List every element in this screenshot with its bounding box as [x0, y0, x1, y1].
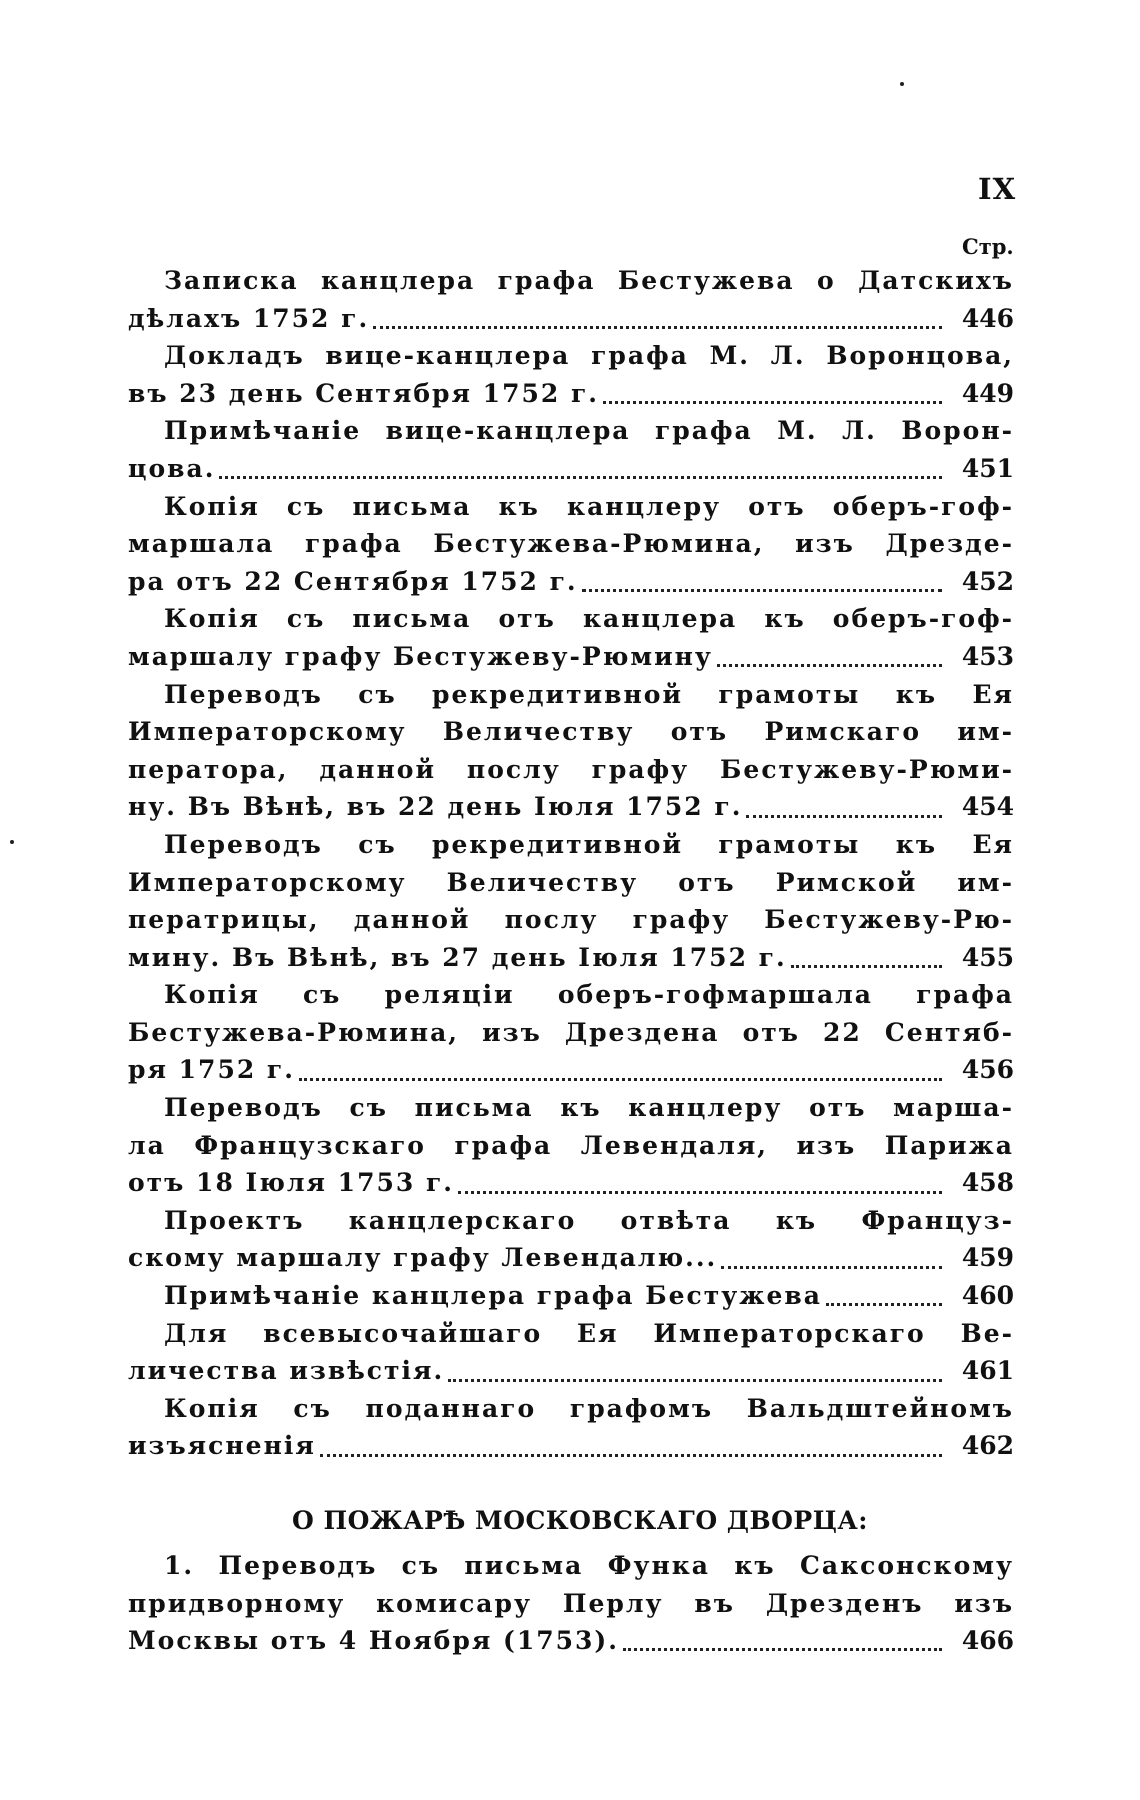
toc-entry [128, 600, 1014, 675]
toc-page-number: 461 [961, 1356, 1014, 1386]
toc-entry [128, 676, 1014, 826]
toc-entry [128, 1277, 1014, 1315]
dot-leader [373, 326, 942, 329]
toc-entry-line [128, 788, 1014, 826]
toc-entry-text: въ 23 день Сентября 1752 г. [128, 378, 599, 408]
toc-entry [128, 1390, 1014, 1465]
toc-entry-line: Переводъ съ письма къ канцлеру отъ марша- [164, 1093, 1014, 1123]
toc-entry-line [128, 1051, 1014, 1089]
toc-entry-line [128, 300, 1014, 338]
toc-entry-line: Переводъ съ рекредитивной грамоты къ Ея [164, 679, 1014, 709]
dot-leader [826, 1303, 942, 1306]
toc-entry-list [128, 262, 1014, 1465]
dot-leader [746, 815, 942, 818]
toc-entry-line [128, 450, 1014, 488]
toc-page-number: 452 [961, 566, 1014, 596]
toc-page-number: 449 [961, 378, 1014, 408]
toc-entry-line: придворному комисару Перлу въ Дрезденъ изъ [128, 1588, 1014, 1618]
toc-entry [128, 262, 1014, 337]
toc-entry [128, 488, 1014, 601]
toc-page-number: 453 [961, 641, 1014, 671]
table-of-contents [128, 262, 1014, 1660]
toc-entry-line [128, 1277, 1014, 1315]
dot-leader [458, 1191, 942, 1194]
toc-page-number: 462 [961, 1431, 1014, 1461]
toc-entry-line: Докладъ вице-канцлера графа М. Л. Воронцова, [164, 341, 1014, 371]
toc-entry-line [128, 563, 1014, 601]
toc-page-number: 458 [961, 1168, 1014, 1198]
toc-entry-line: Записка канцлера графа Бестужева о Датскихъ [164, 266, 1014, 295]
toc-entry-line: ператора, данной послу графу Бестужеву-Рюми- [128, 754, 1014, 784]
toc-entry-line [128, 638, 1014, 676]
toc-entry [128, 1315, 1014, 1390]
toc-entry [128, 337, 1014, 412]
toc-entry-line [128, 1427, 1014, 1465]
dot-leader [791, 965, 942, 968]
dot-leader [721, 1266, 942, 1269]
toc-entry-line: Императорскому Величеству отъ Римской им- [128, 867, 1014, 897]
toc-entry-text: ря 1752 г. [128, 1055, 295, 1085]
toc-entry-text: дѣлахъ 1752 г. [128, 303, 370, 333]
toc-entry-line: маршала графа Бестужева-Рюмина, изъ Дрезде- [128, 529, 1014, 559]
toc-entry-text: ра отъ 22 Сентября 1752 г. [128, 566, 578, 596]
toc-entry-line: Проектъ канцлерскаго отвѣта къ Француз- [164, 1205, 1014, 1235]
dot-leader [448, 1379, 942, 1382]
dot-leader [603, 401, 942, 404]
toc-entry-line: Для всевысочайшаго Ея Императорскаго Ве- [164, 1318, 1014, 1348]
toc-entry-line: ла Французскаго графа Левендаля, изъ Парижа [128, 1130, 1014, 1160]
toc-entry-line: Примѣчаніе вице-канцлера графа М. Л. Ворон- [164, 416, 1014, 446]
speck-mark [900, 82, 904, 86]
toc-entry [128, 826, 1014, 976]
page-column-header: Стр. [962, 234, 1014, 259]
toc-page-number: 446 [961, 303, 1014, 333]
dot-leader [219, 476, 942, 479]
speck-mark [10, 840, 14, 844]
toc-entry-line: ператрицы, данной послу графу Бестужеву-Рю- [128, 905, 1014, 935]
toc-page-number: 456 [961, 1055, 1014, 1085]
toc-entry-text: мину. Въ Вѣнѣ, въ 27 день Іюля 1752 г. [128, 942, 787, 972]
toc-entry-text: скому маршалу графу Левендалю... [128, 1243, 718, 1273]
toc-page-number: 459 [961, 1243, 1014, 1273]
toc-entry-line [128, 1622, 1014, 1660]
toc-entry-line [128, 375, 1014, 413]
toc-entry-text: ну. Въ Вѣнѣ, въ 22 день Іюля 1752 г. [128, 792, 743, 822]
toc-entry-line: Копія съ поданнаго графомъ Вальдштейномъ [164, 1393, 1014, 1423]
dot-leader [320, 1454, 942, 1457]
toc-entry-text: отъ 18 Іюля 1753 г. [128, 1168, 454, 1198]
dot-leader [623, 1648, 942, 1651]
toc-entry [128, 976, 1014, 1089]
toc-page-number: 455 [961, 942, 1014, 972]
toc-entry-text: изъясненія [128, 1431, 316, 1461]
toc-entry-text: цова. [128, 453, 216, 483]
toc-entry-line [128, 1352, 1014, 1390]
dot-leader [582, 589, 942, 592]
toc-entry-line [128, 1239, 1014, 1277]
toc-entry-text: Москвы отъ 4 Ноября (1753). [128, 1626, 619, 1656]
toc-entry [128, 1547, 1014, 1660]
toc-page-number: 451 [961, 453, 1014, 483]
toc-entry-text: личества извѣстія. [128, 1356, 445, 1386]
toc-entry-text: маршалу графу Бестужеву-Рюмину [128, 641, 713, 671]
dot-leader [717, 664, 942, 667]
toc-entry [128, 1089, 1014, 1202]
toc-page-number: 466 [961, 1626, 1014, 1656]
toc-entry [128, 1202, 1014, 1277]
toc-page-number: 454 [961, 792, 1014, 822]
toc-entry-line: Копія съ реляціи оберъ-гофмаршала графа [164, 980, 1014, 1010]
toc-entry-line: 1. Переводъ съ письма Функа къ Саксонскому [164, 1551, 1014, 1580]
toc-entry-line [128, 1164, 1014, 1202]
dot-leader [299, 1078, 942, 1081]
toc-entry-line: Императорскому Величеству отъ Римскаго им- [128, 717, 1014, 747]
toc-entry-line [128, 939, 1014, 977]
toc-entry [128, 412, 1014, 487]
toc-entry-text: Примѣчаніе канцлера графа Бестужева [164, 1281, 822, 1311]
page-number: IX [978, 172, 1017, 206]
toc-entry-line: Копія съ письма къ канцлеру отъ оберъ-гоф- [164, 491, 1014, 521]
toc-entry-line: Бестужева-Рюмина, изъ Дрездена отъ 22 Сентяб- [128, 1017, 1014, 1047]
section-heading: О ПОЖАРѢ МОСКОВСКАГО ДВОРЦА: [292, 1506, 868, 1535]
toc-page-number: 460 [961, 1281, 1014, 1311]
section-entry-list [128, 1547, 1014, 1660]
toc-entry-line: Копія съ письма отъ канцлера къ оберъ-гоф- [164, 604, 1014, 634]
toc-entry-line: Переводъ съ рекредитивной грамоты къ Ея [164, 829, 1014, 859]
